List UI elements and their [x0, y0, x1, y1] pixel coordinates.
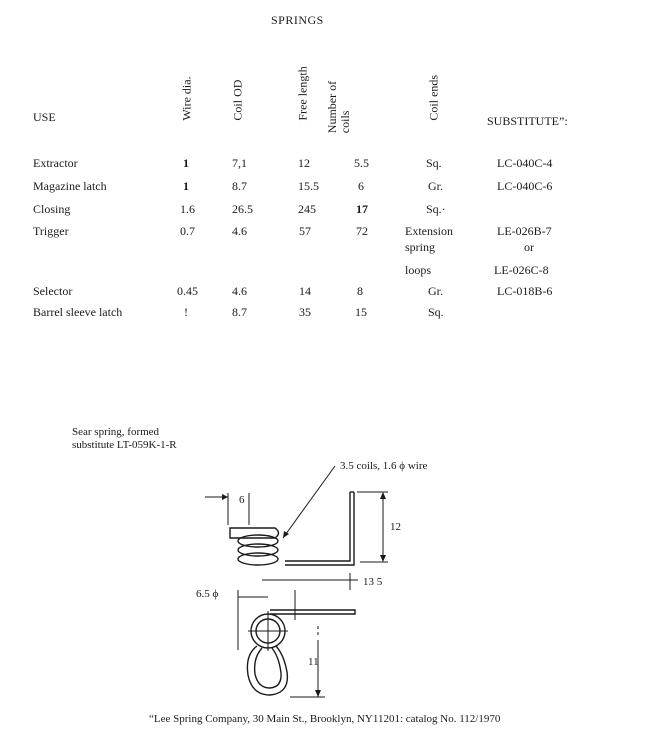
header-number-of-coils-line1: Number of [324, 80, 339, 134]
cell-ends: Gr. [428, 284, 443, 298]
cell-ends: Sq. [426, 156, 442, 170]
cell-od: 7,1 [232, 156, 247, 170]
dim-6-5-label: 6.5 ϕ [196, 588, 219, 600]
cell-ends: Sq. [428, 305, 444, 319]
dim-11-arrow [315, 690, 321, 697]
cell-sub: LC-040C-4 [497, 156, 553, 170]
header-substitute: SUBSTITUTE”: [487, 114, 568, 128]
cell-sub: LC-018B-6 [497, 284, 553, 298]
cell-use: Selector [33, 284, 73, 298]
cell-ends: loops [405, 263, 432, 277]
header-coil-ends: Coil ends [426, 74, 441, 121]
cell-sub: LC-040C-6 [497, 179, 553, 193]
cell-ends: Extension [405, 224, 453, 238]
bottom-hook-inner [255, 648, 281, 688]
header-wire-dia: Wire dia. [179, 76, 194, 121]
cell-coils: 6 [358, 179, 364, 193]
cell-ends: Gr. [428, 179, 443, 193]
cell-od: 8.7 [232, 179, 247, 193]
cell-free: 35 [299, 305, 311, 319]
coil-ring-3 [238, 553, 278, 565]
cell-ends: Sq.· [426, 202, 446, 216]
cell-coils: 8 [357, 284, 363, 298]
cell-use: Extractor [33, 156, 78, 170]
top-leg-outer [285, 492, 350, 561]
cell-wire: 1 [183, 179, 189, 193]
caption-line-2: substitute LT-059K-1-R [72, 439, 177, 451]
header-number-of-coils-line2: coils [337, 110, 352, 134]
dim-6-arrowhead [222, 494, 228, 500]
cell-use: Magazine latch [33, 179, 107, 193]
cell-free: 15.5 [298, 179, 319, 193]
cell-coils: 72 [356, 224, 368, 238]
lower-arm [270, 610, 355, 614]
cell-ends: spring [405, 240, 435, 254]
cell-sub: LE-026C-8 [494, 263, 549, 277]
cell-sub: or [524, 240, 534, 254]
cell-wire: 0.45 [177, 284, 198, 298]
cell-coils: 17 [356, 202, 368, 216]
cell-free: 12 [298, 156, 310, 170]
cell-od: 26.5 [232, 202, 253, 216]
cell-free: 57 [299, 224, 311, 238]
footnote: “Lee Spring Company, 30 Main St., Brooklyn, NY11201: catalog No. 112/1970 [149, 713, 501, 725]
dim-11-label: 11 [308, 656, 319, 668]
cell-od: 4.6 [232, 284, 247, 298]
cell-coils: 15 [355, 305, 367, 319]
caption-line-1: Sear spring, formed [72, 426, 160, 438]
cell-coils: 5.5 [354, 156, 369, 170]
cell-wire: ! [184, 305, 188, 319]
cell-od: 8.7 [232, 305, 247, 319]
callout-leader [283, 466, 335, 538]
cell-wire: 1.6 [180, 202, 195, 216]
cell-use: Barrel sleeve latch [33, 305, 123, 319]
header-coil-od: Coil OD [230, 79, 245, 121]
dim-13-5-label: 13 5 [363, 576, 383, 588]
dim-12-arrow-top [380, 492, 386, 499]
dim-12-arrow-bottom [380, 555, 386, 562]
cell-free: 14 [299, 284, 311, 298]
dim-12-label: 12 [390, 521, 401, 533]
header-use: USE [33, 110, 56, 124]
top-leg-inner [285, 492, 354, 565]
callout-arrowhead [283, 531, 289, 538]
cell-free: 245 [298, 202, 316, 216]
cell-wire: 1 [183, 156, 189, 170]
cell-wire: 0.7 [180, 224, 195, 238]
dim-6-label: 6 [239, 494, 245, 506]
cell-od: 4.6 [232, 224, 247, 238]
page-title: SPRINGS [271, 13, 324, 27]
cell-use: Trigger [33, 224, 69, 238]
callout-label: 3.5 coils, 1.6 ϕ wire [340, 460, 428, 472]
header-free-length: Free length [295, 66, 310, 121]
cell-sub: LE-026B-7 [497, 224, 552, 238]
cell-use: Closing [33, 202, 71, 216]
